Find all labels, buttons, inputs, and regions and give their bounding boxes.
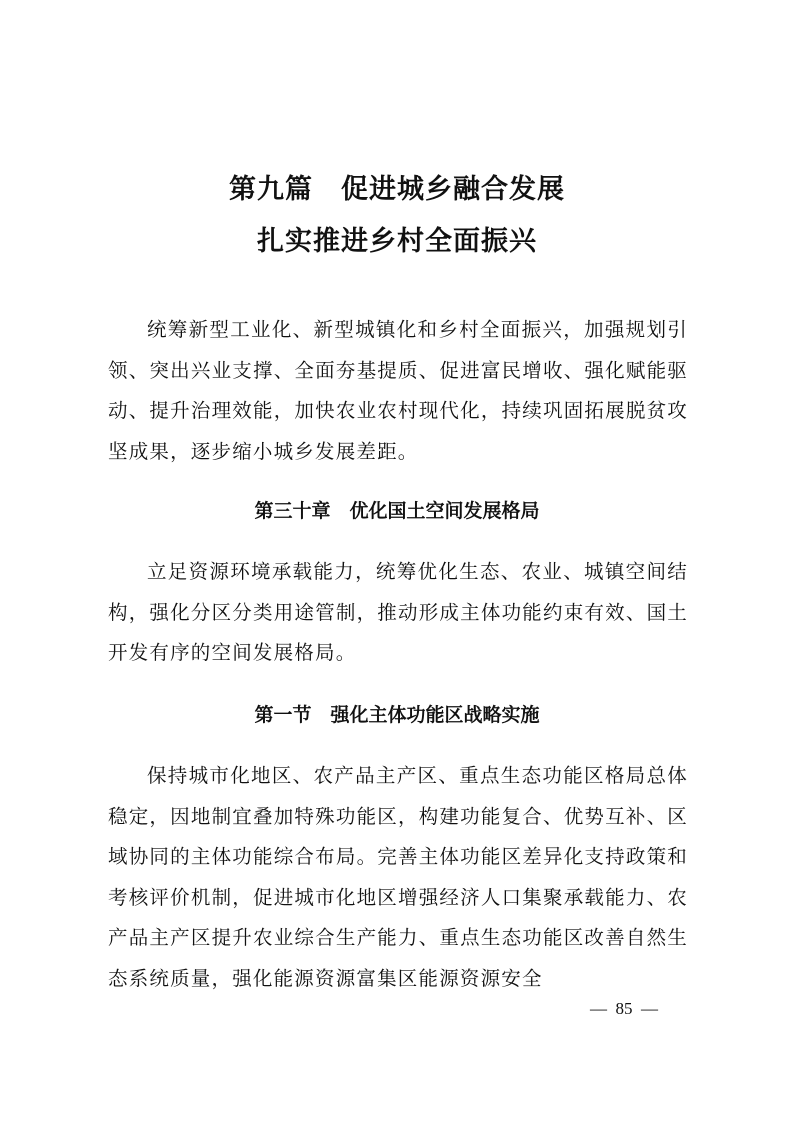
section-paragraph: 保持城市化地区、农产品主产区、重点生态功能区格局总体稳定，因地制宜叠加特殊功能区，构建功能复合、优势互补、区域协同的主体功能综合布局。完善主体功能区差异化支持政策和考核评价机制，促进城市化地区增强经济人口集聚承载能力、农产品主产区提升农业综合生产能力、重点生态功能区改善自然生态系统质量，强化能源资源富集区能源资源安全 <box>108 764 688 990</box>
intro-paragraph: 统筹新型工业化、新型城镇化和乡村全面振兴，加强规划引领、突出兴业支撑、全面夯基提质、促进富民增收、强化赋能驱动、提升治理效能，加快农业农村现代化，持续巩固拓展脱贫攻坚成果，逐步缩小城乡发展差距。 <box>108 318 688 463</box>
part-subtitle: 扎实推进乡村全面振兴 <box>257 226 537 257</box>
part-title: 第九篇 促进城乡融合发展 <box>229 174 565 205</box>
section-heading: 第一节 强化主体功能区战略实施 <box>254 704 540 726</box>
chapter-paragraph: 立足资源环境承载能力，统筹优化生态、农业、城镇空间结构，强化分区分类用途管制，推动形成主体功能约束有效、国土开发有序的空间发展格局。 <box>108 560 688 664</box>
page-number: — 85 — <box>590 999 658 1018</box>
chapter-heading: 第三十章 优化国土空间发展格局 <box>254 500 540 522</box>
